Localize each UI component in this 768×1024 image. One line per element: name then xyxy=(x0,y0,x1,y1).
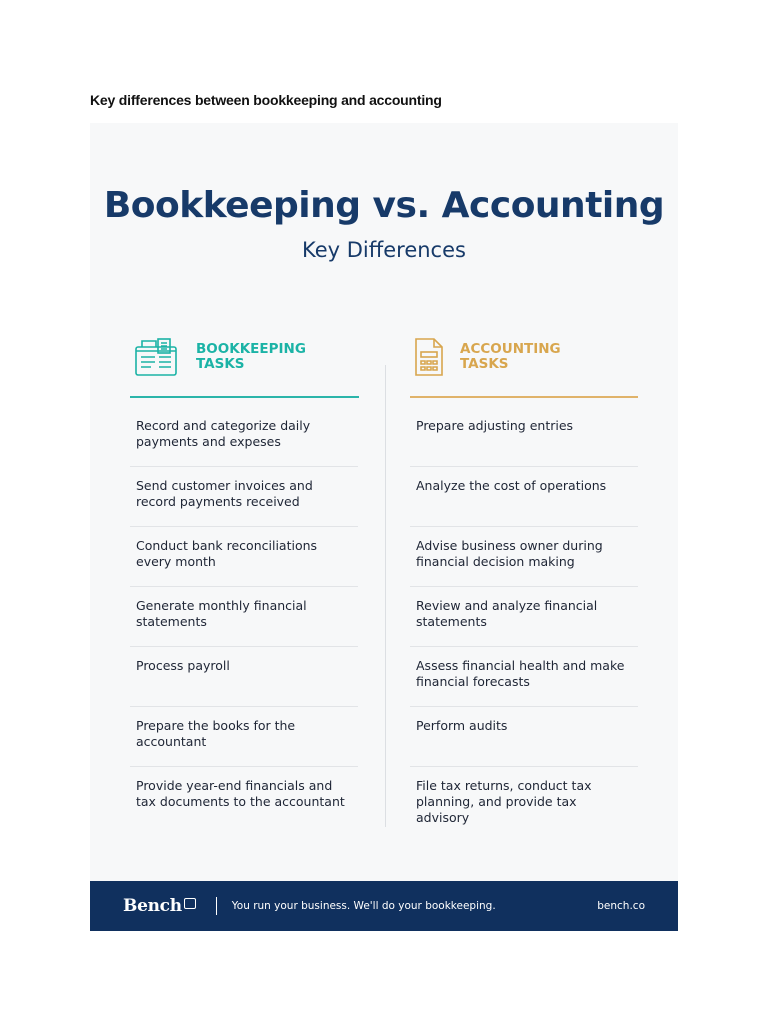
bookkeeping-task: Prepare the books for the accountant xyxy=(130,707,358,767)
accounting-task: Perform audits xyxy=(410,707,638,767)
bookkeeping-task: Process payroll xyxy=(130,647,358,707)
accounting-task: Advise business owner during financial decision making xyxy=(410,527,638,587)
bookkeeping-task-list xyxy=(130,407,358,827)
infographic-subtitle: Key Differences xyxy=(302,238,466,262)
ledger-icon xyxy=(134,337,178,377)
infographic-title: Bookkeeping vs. Accounting xyxy=(103,185,665,226)
accounting-heading: ACCOUNTING TASKS xyxy=(460,341,561,372)
bookkeeping-underline xyxy=(130,396,359,398)
bookkeeping-task: Provide year-end financials and tax documents to the accountant xyxy=(136,778,345,809)
footer-divider xyxy=(216,897,217,915)
accounting-task: Assess financial health and make financial forecasts xyxy=(410,647,638,707)
footer-tagline: You run your business. We'll do your bookkeeping. xyxy=(231,900,496,912)
bookkeeping-task: Record and categorize daily payments and expeses xyxy=(130,407,358,467)
bookkeeping-task: Generate monthly financial statements xyxy=(130,587,358,647)
accounting-underline xyxy=(410,396,638,398)
calculator-document-icon xyxy=(414,337,444,377)
infographic xyxy=(90,123,678,931)
document-caption: Key differences between bookkeeping and accounting xyxy=(90,92,442,108)
accounting-header xyxy=(412,335,561,379)
accounting-task: Analyze the cost of operations xyxy=(410,467,638,527)
bookkeeping-header xyxy=(134,335,306,379)
logo-badge-icon xyxy=(184,898,196,909)
footer-banner xyxy=(90,881,678,931)
bookkeeping-task: Conduct bank reconciliations every month xyxy=(130,527,358,587)
bookkeeping-task: Send customer invoices and record payments received xyxy=(130,467,358,527)
bench-logo xyxy=(123,896,196,916)
accounting-task: Prepare adjusting entries xyxy=(410,407,638,467)
column-divider xyxy=(385,365,386,827)
accounting-task: Review and analyze financial statements xyxy=(410,587,638,647)
footer-site-link[interactable]: bench.co xyxy=(597,900,645,912)
logo-text: Bench xyxy=(123,896,182,916)
accounting-task-list xyxy=(410,407,638,827)
bookkeeping-heading: BOOKKEEPING TASKS xyxy=(196,341,306,372)
accounting-task: File tax returns, conduct tax planning, and provide tax advisory xyxy=(416,778,592,825)
